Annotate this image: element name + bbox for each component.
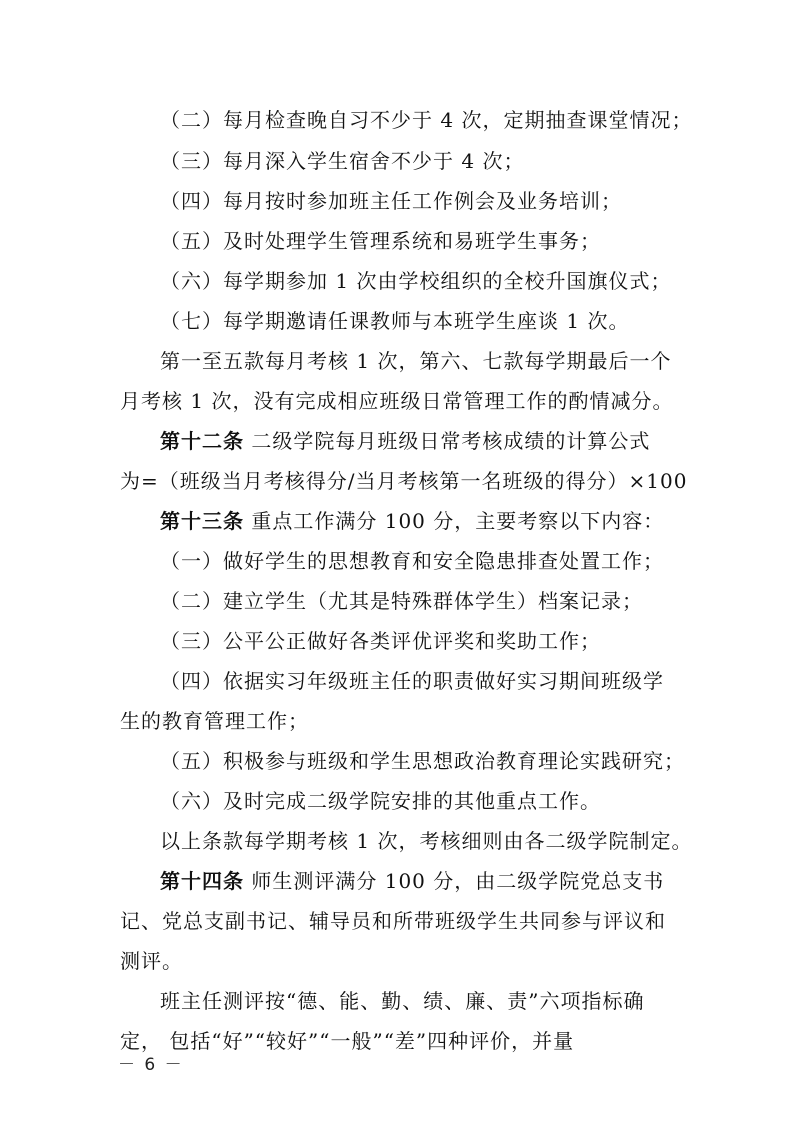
clause-line-3: （三）公平公正做好各类评优评奖和奖助工作； bbox=[160, 629, 601, 653]
paragraph-line: 以上条款每学期考核 1 次，考核细则由各二级学院制定。 bbox=[160, 829, 693, 853]
paragraph-line: 月考核 1 次，没有完成相应班级日常管理工作的酌情减分。 bbox=[120, 389, 674, 413]
article-text: 重点工作满分 100 分，主要考察以下内容： bbox=[251, 509, 665, 533]
clause-line-1: （一）做好学生的思想教育和安全隐患排查处置工作； bbox=[160, 549, 664, 573]
paragraph-line: 第一至五款每月考核 1 次，第六、七款每学期最后一个 bbox=[160, 349, 672, 373]
clause-line-5: （五）积极参与班级和学生思想政治教育理论实践研究； bbox=[160, 749, 685, 773]
clause-line-7: （七）每学期邀请任课教师与本班学生座谈 1 次。 bbox=[160, 309, 630, 333]
clause-line-4: （四）每月按时参加班主任工作例会及业务培训； bbox=[160, 189, 622, 213]
paragraph-line: 班主任测评按“德、能、勤、绩、廉、责”六项指标确 bbox=[160, 989, 645, 1013]
article-12-line bbox=[160, 427, 680, 455]
clause-line-6: （六）每学期参加 1 次由学校组织的全校升国旗仪式； bbox=[160, 269, 672, 293]
article-heading: 第十三条 bbox=[160, 509, 244, 533]
paragraph-line: 记、党总支副书记、辅导员和所带班级学生共同参与评议和 bbox=[120, 909, 666, 933]
page-number: － 6 － bbox=[118, 1055, 184, 1075]
paragraph-line: 定， 包括“好”“较好”“一般”“差”四种评价，并量 bbox=[120, 1029, 575, 1053]
article-heading: 第十四条 bbox=[160, 869, 244, 893]
clause-line-2: （二）每月检查晚自习不少于 4 次，定期抽查课堂情况； bbox=[160, 108, 693, 132]
article-heading: 第十二条 bbox=[160, 429, 244, 453]
article-text: 二级学院每月班级日常考核成绩的计算公式 bbox=[251, 429, 651, 453]
article-text: 师生测评满分 100 分，由二级学院党总支书 bbox=[251, 869, 665, 893]
clause-line-6: （六）及时完成二级学院安排的其他重点工作。 bbox=[160, 789, 601, 813]
article-13-line bbox=[160, 507, 680, 535]
formula-line: 为=（班级当月考核得分/当月考核第一名班级的得分）×100 bbox=[120, 469, 688, 493]
clause-line-4: （四）依据实习年级班主任的职责做好实习期间班级学 bbox=[160, 669, 664, 693]
clause-line-3: （三）每月深入学生宿舍不少于 4 次； bbox=[160, 149, 525, 173]
clause-line-4-continued: 生的教育管理工作； bbox=[120, 709, 309, 733]
clause-line-2: （二）建立学生（尤其是特殊群体学生）档案记录； bbox=[160, 589, 643, 613]
article-14-line bbox=[160, 867, 680, 895]
paragraph-line: 测评。 bbox=[120, 949, 183, 973]
clause-line-5: （五）及时处理学生管理系统和易班学生事务； bbox=[160, 229, 601, 253]
